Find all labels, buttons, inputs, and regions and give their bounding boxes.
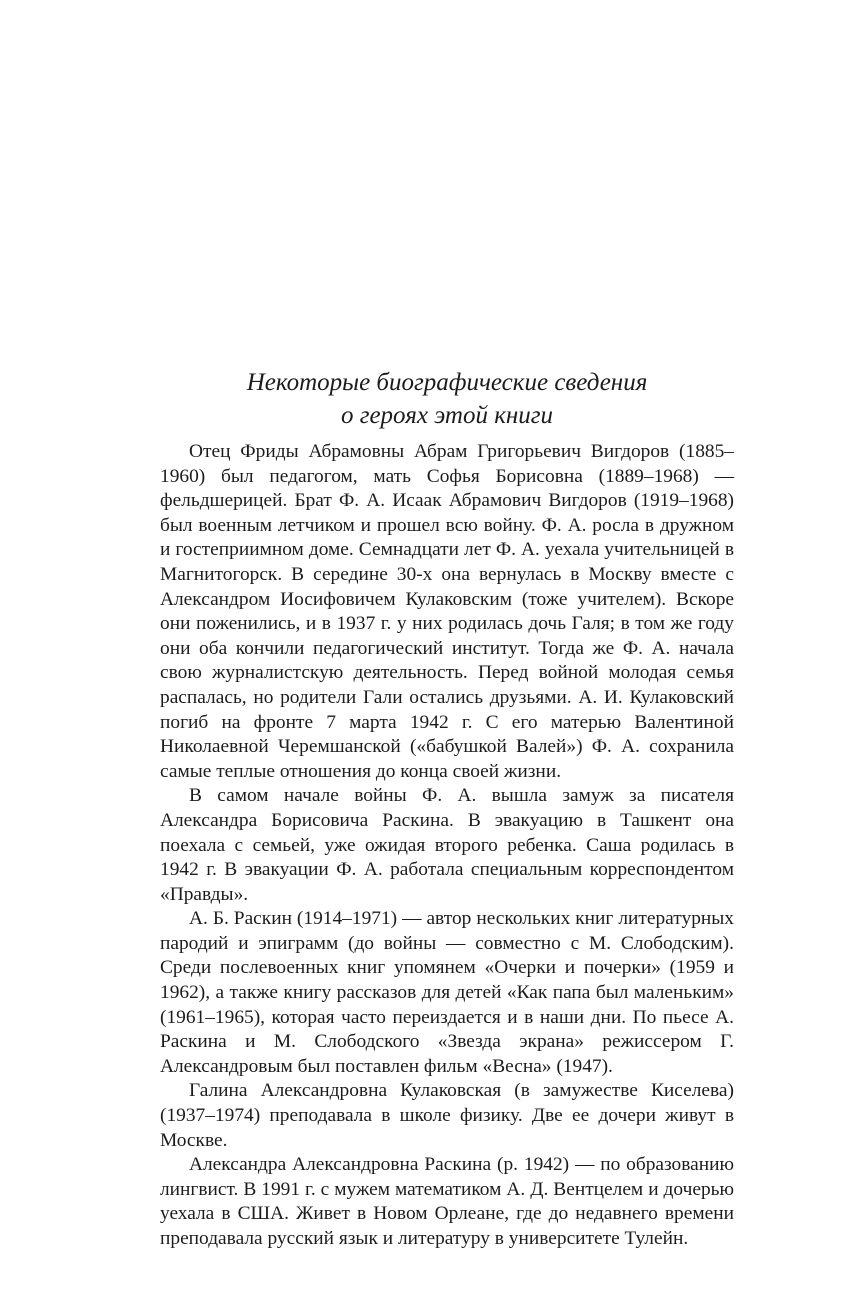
heading-line-2: о героях этой книги	[340, 402, 554, 429]
paragraph-alexandra: Александра Александровна Раскина (р. 1942) — по образованию лингвист. В 1991 г. с мужем математиком А. Д. Вентцелем и дочерью уехала в США. Живет в Новом Орлеане, где до недавнего времени преподавала русский язык и литературу в университете Тулейн.	[160, 1154, 734, 1249]
heading-line-1: Некоторые биографические сведения	[246, 369, 648, 396]
paragraph-vigdorov-family: Отец Фриды Абрамовны Абрам Григорьевич Вигдоров (1885–1960) был педагогом, мать Софья Борисовна (1889–1968) — фельдшерицей. Брат Ф. А. Исаак Абрамович Вигдоров (1919–1968) был военным летчиком и прошел всю войну. Ф. А. росла в дружном и гостеприимном доме. Семнадцати лет Ф. А. уехала учительницей в Магнитогорск. В середине 30-х она вернулась в Москву вместе с Александром Иосифовичем Кулаковским (тоже учителем). Вскоре они поженились, и в 1937 г. у них родилась дочь Галя; в том же году они оба кончили педагогический институт. Тогда же Ф. А. начала свою журналистскую деятельность. Перед войной молодая семья распалась, но родители Гали остались друзьями. А. И. Кулаковский погиб на фронте 7 марта 1942 г. С его матерью Валентиной Николаевной Черемшанской («бабушкой Валей») Ф. А. сохранила самые теплые отношения до конца своей жизни.	[160, 441, 734, 782]
paragraph-raskin-marriage: В самом начале войны Ф. А. вышла замуж за писателя Александра Борисовича Раскина. В эвакуацию в Ташкент она поехала с семьей, уже ожидая второго ребенка. Саша родилась в 1942 г. В эвакуации Ф. А. работала специальным корреспондентом «Правды».	[160, 785, 734, 905]
body-text	[160, 440, 734, 1252]
paragraph-galina: Галина Александровна Кулаковская (в замужестве Киселева) (1937–1974) преподавала в школе физику. Две ее дочери живут в Москве.	[160, 1080, 734, 1151]
paragraph-raskin-bio: А. Б. Раскин (1914–1971) — автор нескольких книг литературных пародий и эпиграмм (до войны — совместно с М. Слободским). Среди послевоенных книг упомянем «Очерки и почерки» (1959 и 1962), а также книгу рассказов для детей «Как папа был маленьким» (1961–1965), которая часто переиздается и в наши дни. По пьесе А. Раскина и М. Слободского «Звезда экрана» режиссером Г. Александровым был поставлен фильм «Весна» (1947).	[160, 908, 734, 1077]
section-heading	[160, 366, 734, 432]
